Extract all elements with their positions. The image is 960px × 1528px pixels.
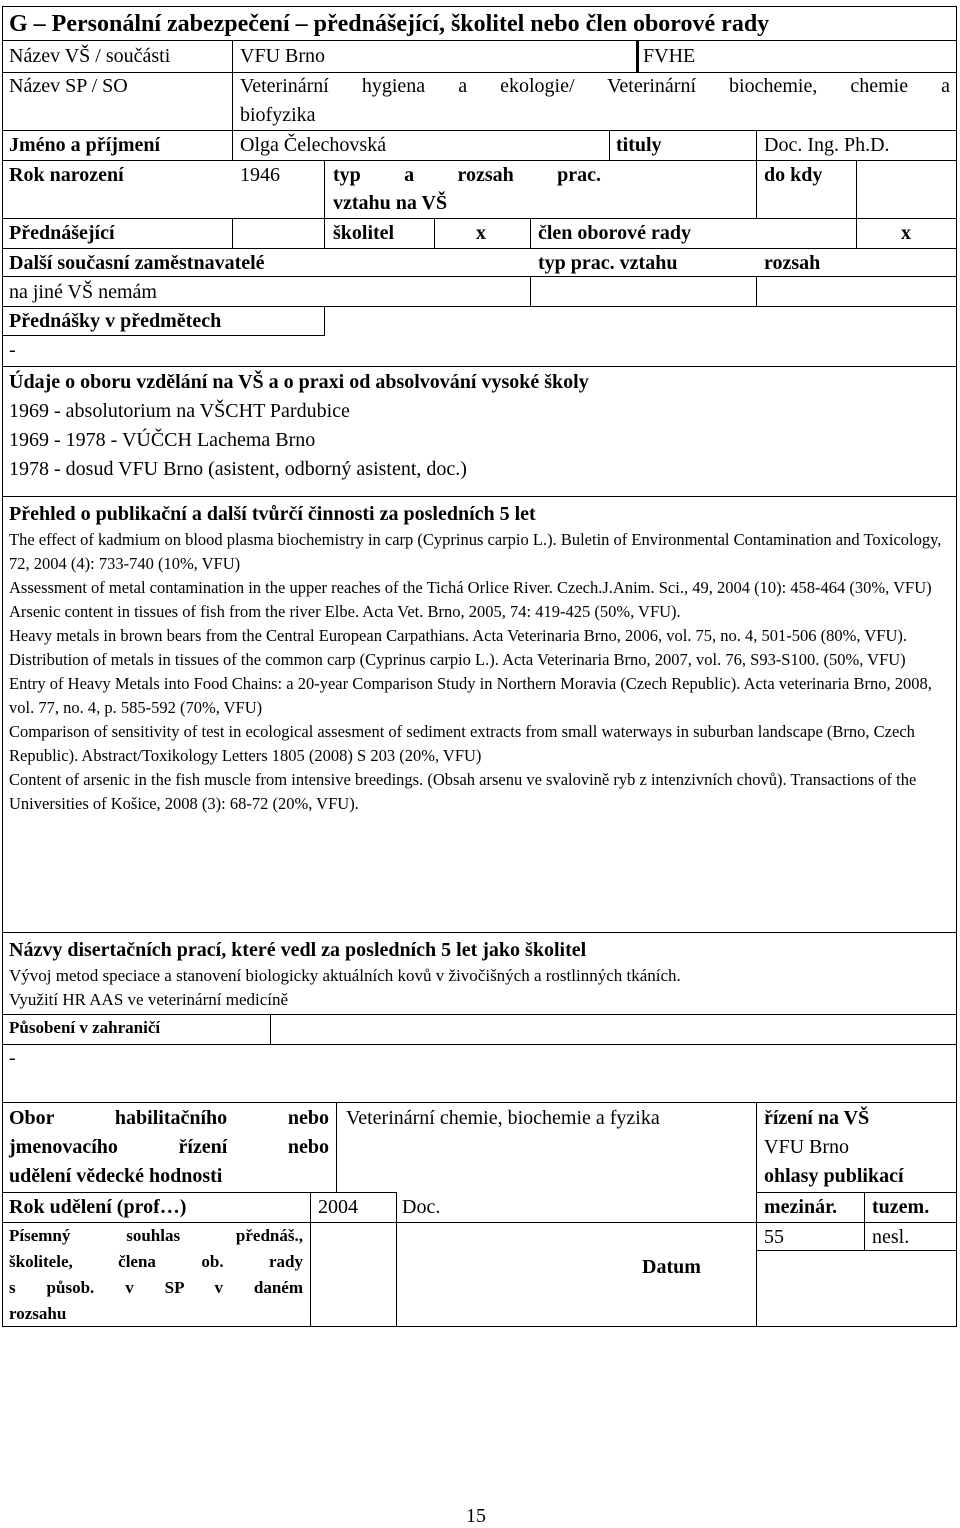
procedure-label: řízení na VŠ	[764, 1107, 870, 1129]
employers-label: Další současní zaměstnavatelé	[9, 252, 265, 274]
habil-label-line1: Obor habilitačního nebo	[9, 1107, 329, 1129]
publication-item: Entry of Heavy Metals into Food Chains: a 20-year Comparison Study in Northern Moravia (Czech Republic). Acta veterinaria Brno, 2008, vol. 77, no. 4, p. 585-592 (70%, VFU)	[9, 674, 932, 717]
publication-item: Assessment of metal contamination in the upper reaches of the Tichá Orlice River. Czech.J.Anim. Sci., 49, 2004 (10): 458-464 (30%, VFU)	[9, 578, 932, 597]
thesis-item: Využití HR AAS ve veterinární medicíně	[9, 990, 289, 1009]
abroad-value: -	[9, 1047, 16, 1069]
titles-label: tituly	[616, 134, 662, 156]
publications-list	[9, 528, 951, 816]
habil-label-line2: jmenovacího řízení nebo	[9, 1136, 329, 1158]
board-member-label: člen oborové rady	[538, 222, 691, 244]
publication-item: The effect of kadmium on blood plasma biochemistry in carp (Cyprinus carpio L.). Buletin of Environmental Contamination and Toxicology, 72, 2004 (4): 733-740 (10%, VFU)	[9, 530, 942, 573]
publication-item: Heavy metals in brown bears from the Central European Carpathians. Acta Veterinaria Brno, 2006, vol. 75, no. 4, 501-506 (80%, VFU).	[9, 626, 907, 645]
board-member-mark: x	[901, 222, 911, 244]
birth-year: 1946	[240, 164, 280, 186]
publication-item: Distribution of metals in tissues of the common carp (Cyprinus carpio L.). Acta Veterinaria Brno, 2007, vol. 76, S93-S100. (50%, VFU)	[9, 650, 906, 669]
date-label: Datum	[642, 1256, 701, 1278]
education-line: 1969 - 1978 - VÚČCH Lachema Brno	[9, 429, 316, 451]
award-title-value: Doc.	[402, 1196, 441, 1218]
name-label: Jméno a příjmení	[9, 134, 161, 156]
education-line: 1978 - dosud VFU Brno (asistent, odborný asistent, doc.)	[9, 458, 467, 480]
work-type-label-line1: typ a rozsah prac.	[333, 164, 601, 186]
procedure-value: VFU Brno	[764, 1136, 850, 1158]
award-year-value: 2004	[318, 1196, 358, 1218]
work-type-label-line2: vztahu na VŠ	[333, 192, 448, 214]
abroad-label: Působení v zahraničí	[9, 1018, 161, 1037]
domestic-label: tuzem.	[872, 1196, 930, 1218]
consent-label-line2: školitele, člena ob. rady	[9, 1252, 303, 1271]
sp-value-line2: biofyzika	[240, 104, 316, 126]
vs-label: Název VŠ / součásti	[9, 45, 171, 67]
consent-label-line1: Písemný souhlas přednáš.,	[9, 1226, 303, 1245]
lectures-label: Přednášky v předmětech	[9, 310, 222, 332]
page-heading: G – Personální zabezpečení – přednášející, školitel nebo člen oborové rady	[9, 11, 770, 37]
international-value: 55	[764, 1226, 784, 1248]
thesis-item: Vývoj metod speciace a stanovení biologicky aktuálních kovů v živočišných a rostlinných tkáních.	[9, 966, 681, 985]
sp-value-line1: Veterinární hygiena a ekologie/ Veterinární biochemie, chemie a	[240, 75, 950, 97]
publication-item: Comparison of sensitivity of test in ecological assesment of sediment extracts from small waterways in suburban landscape (Brno, Czech Republic). Abstract/Toxikology Letters 1805 (2008) S 203 (20%, VFU)	[9, 722, 915, 765]
publication-item: Content of arsenic in the fish muscle from intensive breedings. (Obsah arsenu ve svalovině ryb z intenzivních chovů). Transactions of the Universities of Košice, 2008 (3): 68-72 (20%, VFU).	[9, 770, 917, 813]
sp-label: Název SP / SO	[9, 75, 128, 97]
vs-value: VFU Brno	[240, 45, 326, 67]
consent-label-line3: s působ. v SP v daném	[9, 1278, 303, 1297]
supervisor-mark: x	[476, 222, 486, 244]
consent-label-line4: rozsahu	[9, 1304, 67, 1323]
employers-value: na jiné VŠ nemám	[9, 281, 157, 303]
habil-field-value: Veterinární chemie, biochemie a fyzika	[346, 1107, 660, 1129]
habil-label-line3: udělení vědecké hodnosti	[9, 1165, 223, 1187]
lecturer-label: Přednášející	[9, 222, 115, 244]
publication-item: Arsenic content in tissues of fish from the river Elbe. Acta Vet. Brno, 2005, 74: 419-425 (50%, VFU).	[9, 602, 681, 621]
faculty-value: FVHE	[643, 45, 696, 67]
extent-label: rozsah	[764, 252, 821, 274]
until-label: do kdy	[764, 164, 823, 186]
award-year-label: Rok udělení (prof…)	[9, 1196, 187, 1218]
publications-label: Přehled o publikační a další tvůrčí činnosti za posledních 5 let	[9, 503, 536, 525]
education-label: Údaje o oboru vzdělání na VŠ a o praxi od absolvování vysoké školy	[9, 371, 589, 393]
international-label: mezinár.	[764, 1196, 838, 1218]
titles-value: Doc. Ing. Ph.D.	[764, 134, 890, 156]
supervisor-label: školitel	[333, 222, 395, 244]
theses-label: Názvy disertačních prací, které vedl za posledních 5 let jako školitel	[9, 939, 587, 961]
page-number: 15	[466, 1505, 486, 1527]
name-value: Olga Čelechovská	[240, 134, 387, 156]
employment-type-label: typ prac. vztahu	[538, 252, 678, 274]
birth-label: Rok narození	[9, 164, 124, 186]
lectures-value: -	[9, 339, 16, 361]
domestic-value: nesl.	[872, 1226, 910, 1248]
citations-label: ohlasy publikací	[764, 1165, 904, 1187]
education-line: 1969 - absolutorium na VŠCHT Pardubice	[9, 400, 350, 422]
